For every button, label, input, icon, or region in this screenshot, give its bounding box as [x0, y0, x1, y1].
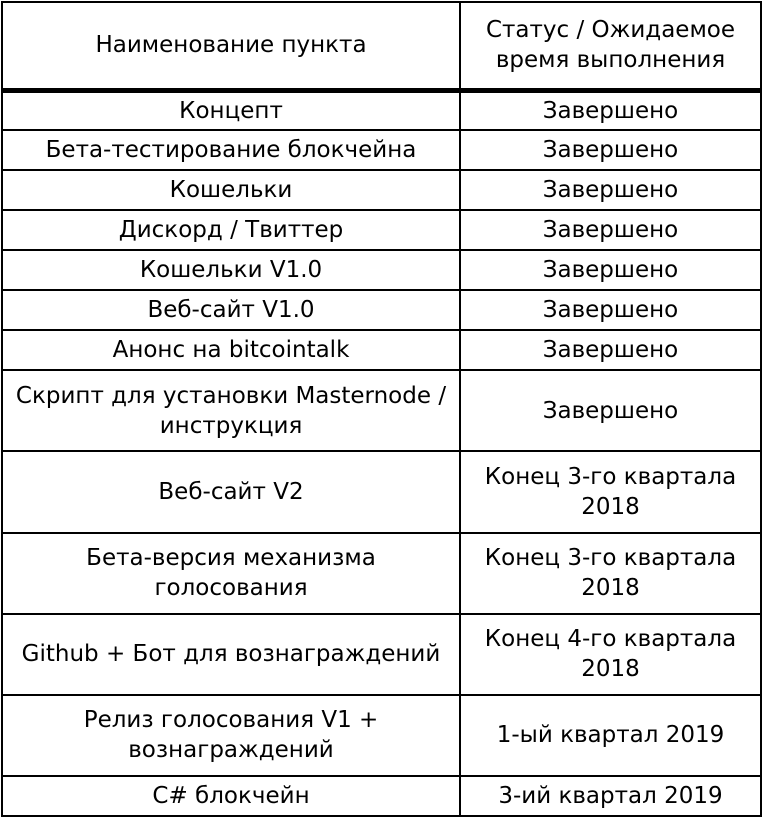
item-cell: Веб-сайт V2: [2, 451, 460, 532]
table-row: [2, 370, 761, 451]
status-cell: Завершено: [460, 210, 761, 250]
status-cell: Завершено: [460, 170, 761, 210]
status-cell: Завершено: [460, 90, 761, 130]
item-cell: Дискорд / Твиттер: [2, 210, 460, 250]
status-cell: Завершено: [460, 130, 761, 170]
header-status-column: Статус / Ожидаемое время выполнения: [460, 2, 761, 90]
table-row: [2, 210, 761, 250]
table-row: [2, 130, 761, 170]
status-cell: 3-ий квартал 2019: [460, 776, 761, 816]
item-cell: Скрипт для установки Masternode / инструкция: [2, 370, 460, 451]
status-cell: Конец 3-го квартала 2018: [460, 533, 761, 614]
item-cell: Бета-версия механизма голосования: [2, 533, 460, 614]
table-row: [2, 290, 761, 330]
status-cell: Завершено: [460, 370, 761, 451]
item-cell: Релиз голосования V1 + вознаграждений: [2, 695, 460, 776]
item-cell: Кошельки: [2, 170, 460, 210]
table-row: [2, 776, 761, 816]
table-row: [2, 250, 761, 290]
item-cell: Концепт: [2, 90, 460, 130]
item-cell: Бета-тестирование блокчейна: [2, 130, 460, 170]
status-cell: Конец 4-го квартала 2018: [460, 614, 761, 695]
table-row: [2, 90, 761, 130]
table-body: [2, 90, 761, 816]
table-header: [2, 2, 761, 90]
status-cell: Завершено: [460, 330, 761, 370]
table-row: [2, 614, 761, 695]
status-cell: 1-ый квартал 2019: [460, 695, 761, 776]
table-row: [2, 451, 761, 532]
status-cell: Завершено: [460, 290, 761, 330]
table-row: [2, 533, 761, 614]
status-cell: Конец 3-го квартала 2018: [460, 451, 761, 532]
item-cell: C# блокчейн: [2, 776, 460, 816]
item-cell: Анонс на bitcointalk: [2, 330, 460, 370]
table-row: [2, 695, 761, 776]
item-cell: Веб-сайт V1.0: [2, 290, 460, 330]
status-cell: Завершено: [460, 250, 761, 290]
header-row: [2, 2, 761, 90]
item-cell: Кошельки V1.0: [2, 250, 460, 290]
table-row: [2, 170, 761, 210]
roadmap-table: [1, 1, 762, 817]
table-row: [2, 330, 761, 370]
header-item-column: Наименование пункта: [2, 2, 460, 90]
item-cell: Github + Бот для вознаграждений: [2, 614, 460, 695]
